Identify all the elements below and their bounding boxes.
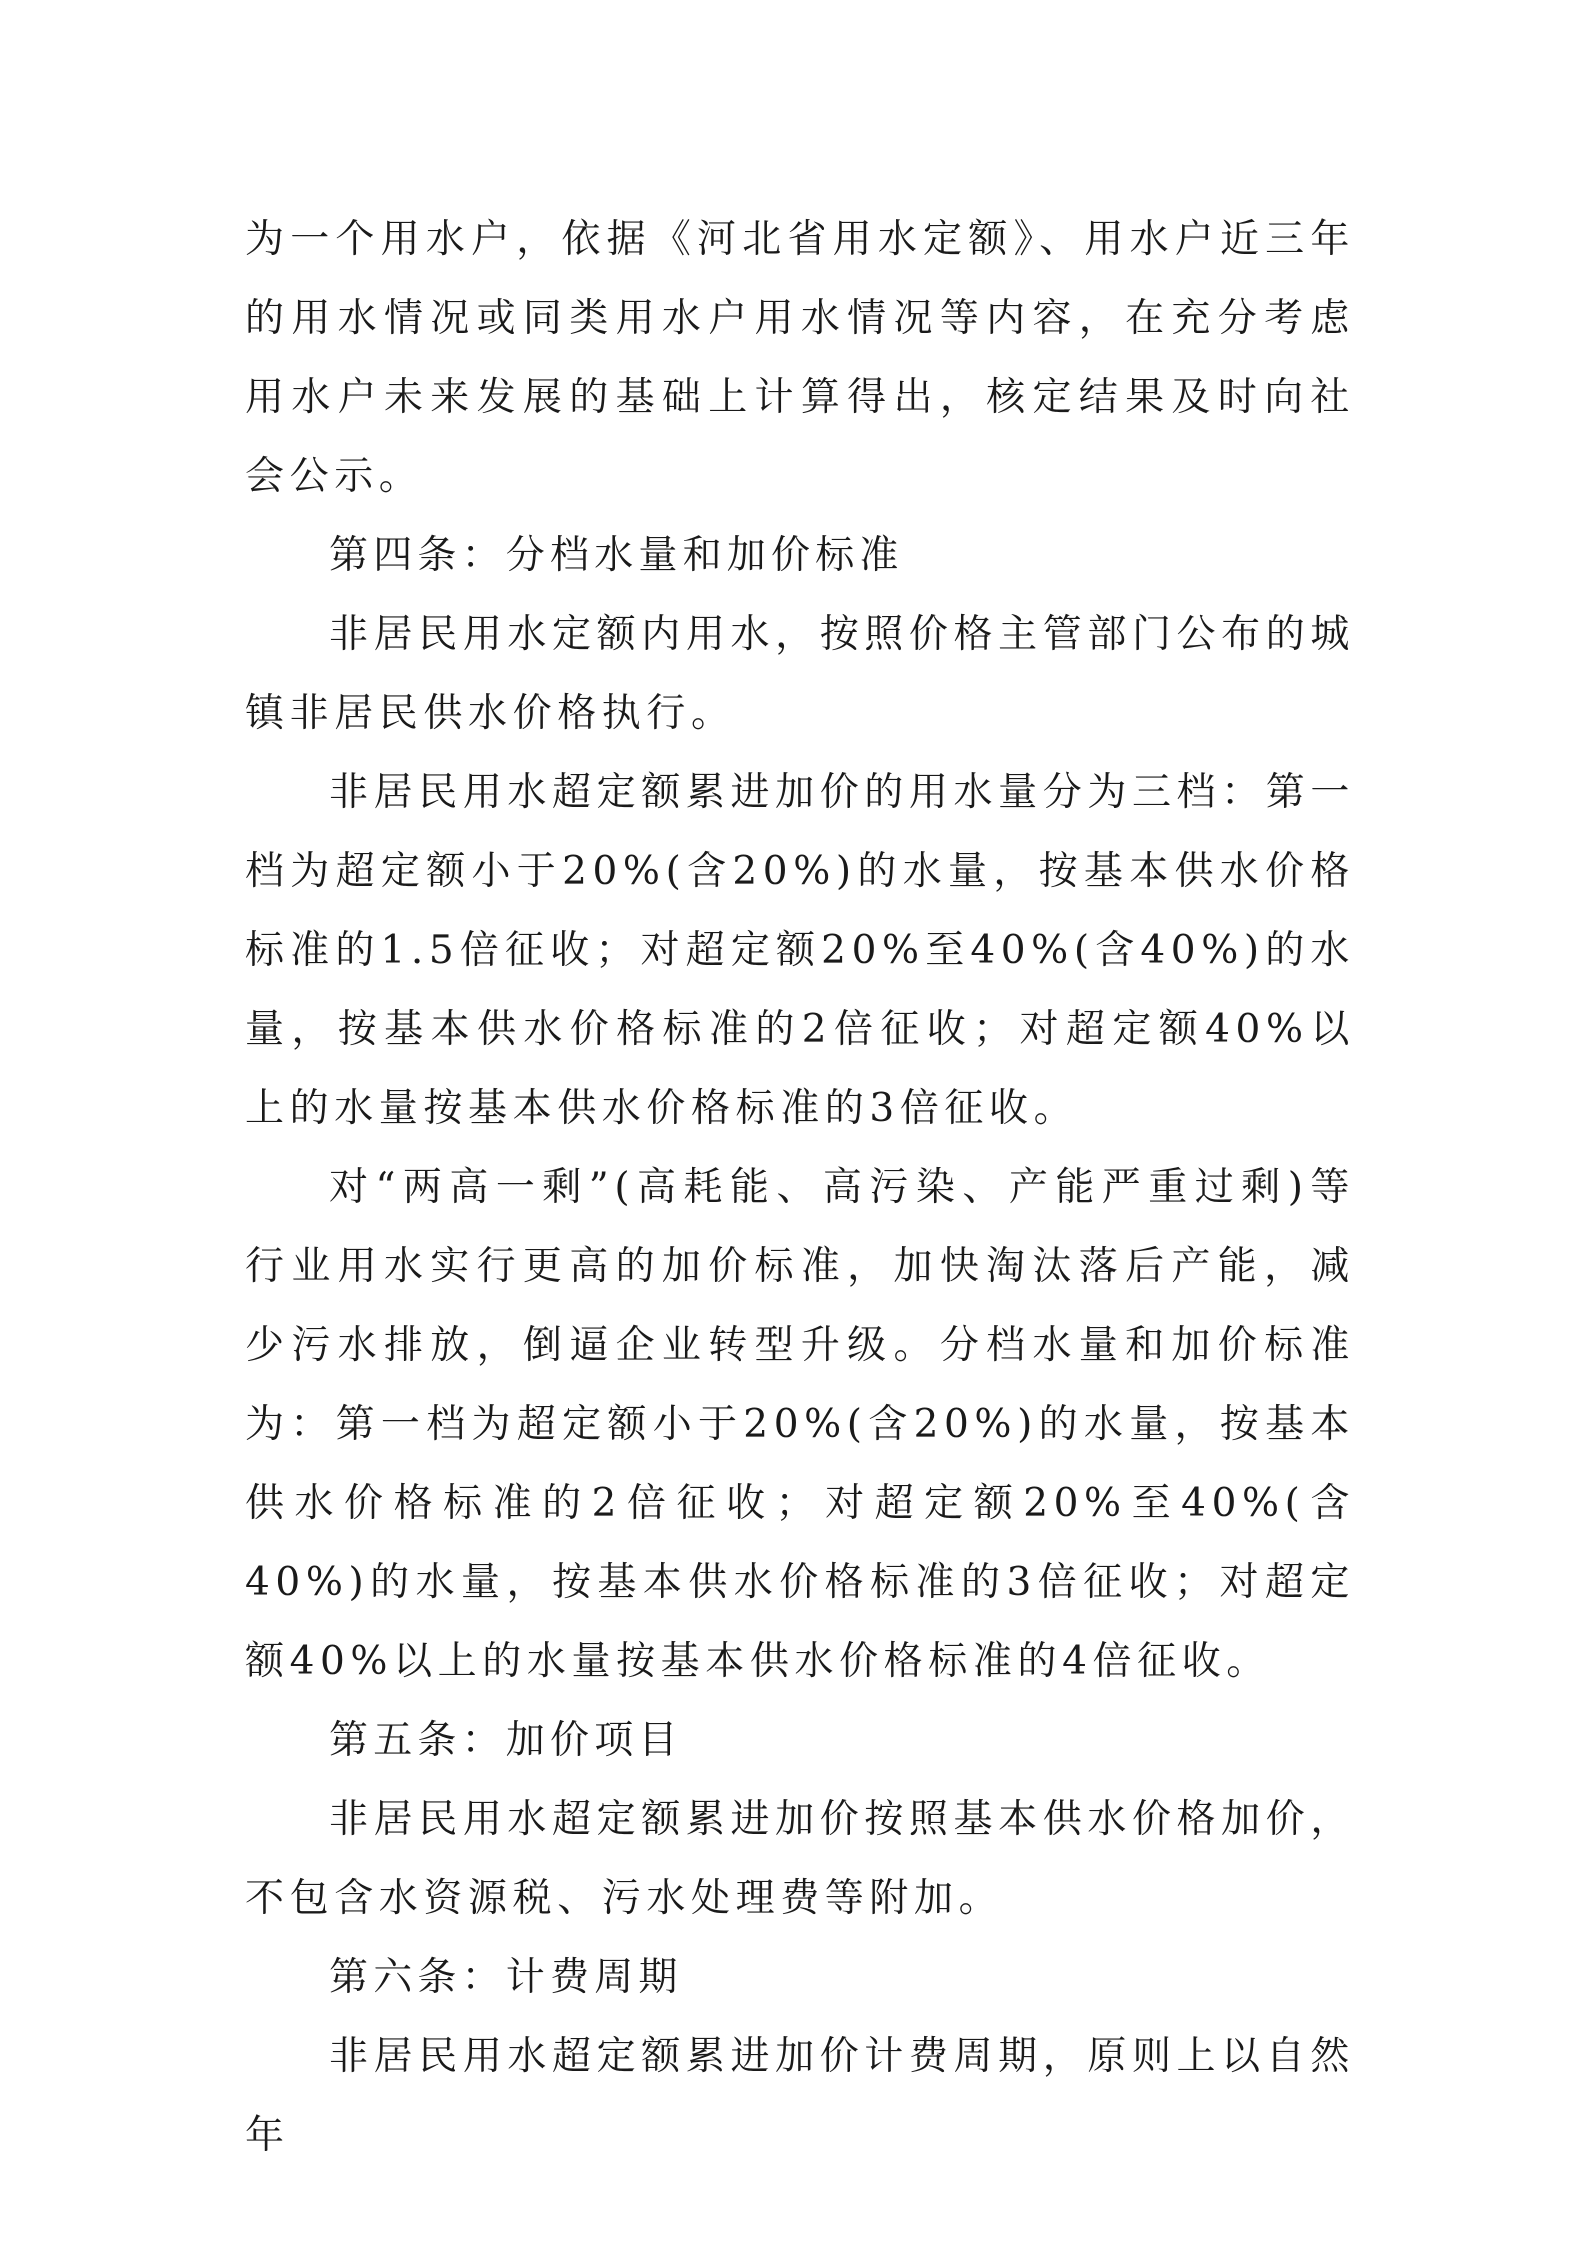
paragraph-quota-pricing: 非居民用水定额内用水，按照价格主管部门公布的城镇非居民供水价格执行。 [245,612,1355,736]
article-4-heading: 第四条：分档水量和加价标准 [329,533,904,578]
paragraph-high-consumption-industries: 对“两高一剩”(高耗能、高污染、产能严重过剩)等行业用水实行更高的加价标准，加快淘汰落后产能，减少污水排放，倒逼企业转型升级。分档水量和加价标准为：第一档为超定额小于20%(含20%)的水量，按基本供水价格标准的2倍征收；对超定额20%至40%(含40%)的水量，按基本供水价格标准的3倍征收；对超定额40%以上的水量按基本供水价格标准的4倍征收。 [245,1165,1355,1684]
paragraph-tier-standard: 非居民用水超定额累进加价的用水量分为三档：第一档为超定额小于20%(含20%)的水量，按基本供水价格标准的1.5倍征收；对超定额20%至40%(含40%)的水量，按基本供水价格标准的2倍征收；对超定额40%以上的水量按基本供水价格标准的3倍征收。 [245,770,1355,1131]
document-page [245,200,1355,2175]
article-5-heading: 第五条：加价项目 [329,1718,683,1763]
article-6-heading: 第六条：计费周期 [329,1955,683,2000]
paragraph-continued: 为一个用水户，依据《河北省用水定额》、用水户近三年的用水情况或同类用水户用水情况等内容，在充分考虑用水户未来发展的基础上计算得出，核定结果及时向社会公示。 [245,217,1355,499]
paragraph-surcharge-items: 非居民用水超定额累进加价按照基本供水价格加价，不包含水资源税、污水处理费等附加。 [245,1797,1355,1921]
paragraph-billing-cycle: 非居民用水超定额累进加价计费周期，原则上以自然年 [245,2034,1355,2158]
